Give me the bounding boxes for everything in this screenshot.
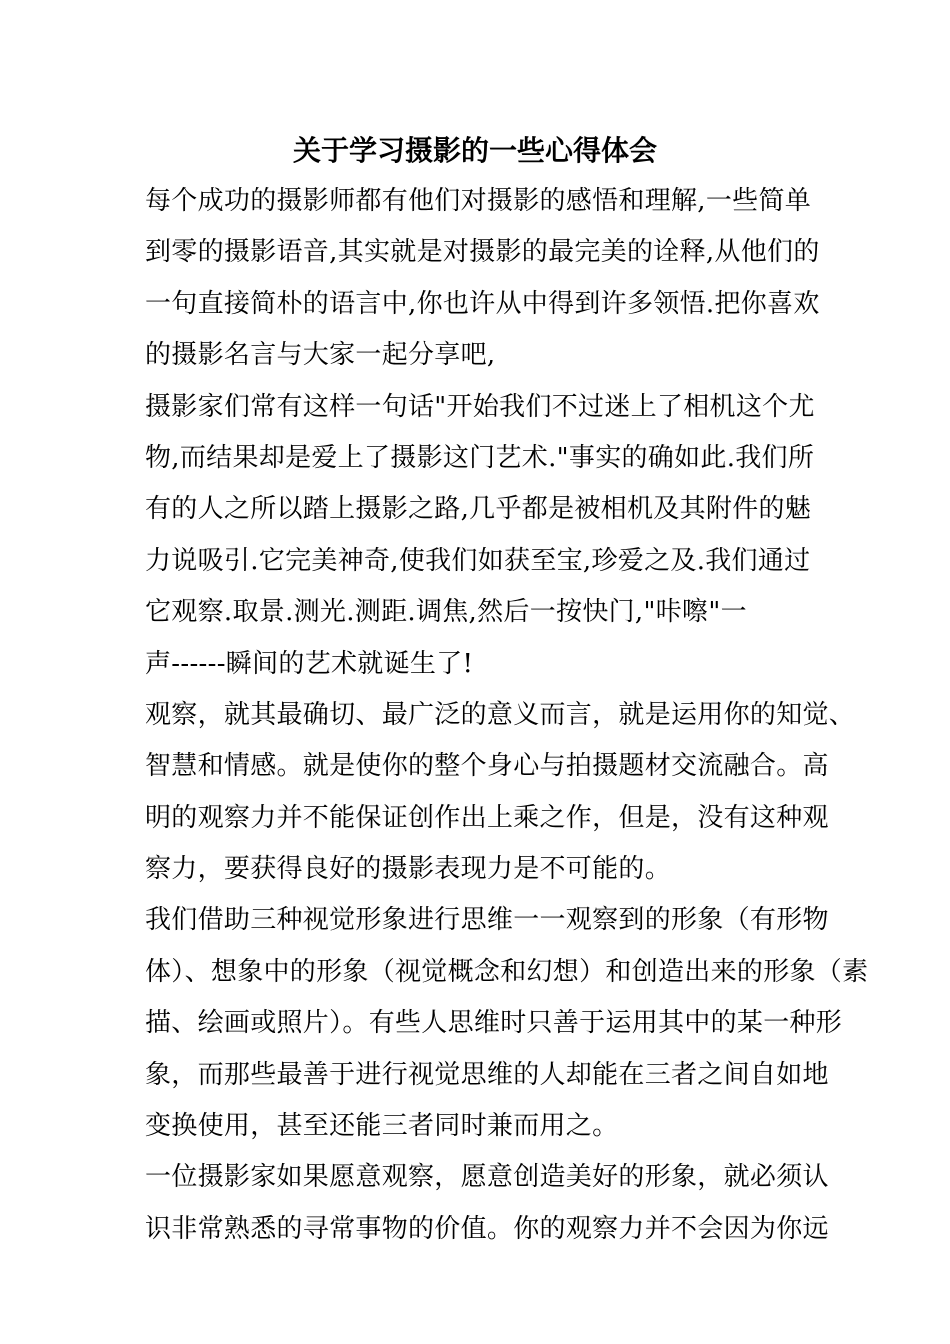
text-line: 察力，要获得良好的摄影表现力是不可能的。 xyxy=(145,854,672,885)
text-line: 象，而那些最善于进行视觉思维的人却能在三者之间自如地 xyxy=(145,1059,829,1090)
text-line: 描、绘画或照片）。有些人思维时只善于运用其中的某一种形 xyxy=(145,1008,843,1039)
text-line: 一句直接简朴的语言中,你也许从中得到许多领悟.把你喜欢 xyxy=(145,288,820,319)
text-line: 每个成功的摄影师都有他们对摄影的感悟和理解,一些简单 xyxy=(145,186,812,216)
text-line: 识非常熟悉的寻常事物的价值。你的观察力并不会因为你远 xyxy=(145,1213,829,1244)
document-title: 关于学习摄影的一些心得体会 xyxy=(292,134,657,167)
text-line: 我们借助三种视觉形象进行思维一一观察到的形象（有形物 xyxy=(145,905,829,936)
text-line: 它观察.取景.测光.测距.调焦,然后一按快门,"咔嚓"一 xyxy=(145,597,747,628)
text-line: 到零的摄影语音,其实就是对摄影的最完美的诠释,从他们的 xyxy=(145,237,820,268)
text-line: 一位摄影家如果愿意观察，愿意创造美好的形象，就必须认 xyxy=(145,1162,829,1193)
text-line: 声------瞬间的艺术就诞生了! xyxy=(145,648,474,679)
text-line: 力说吸引.它完美神奇,使我们如获至宝,珍爱之及.我们通过 xyxy=(145,545,811,576)
text-line: 变换使用，甚至还能三者同时兼而用之。 xyxy=(145,1111,619,1142)
text-line: 明的观察力并不能保证创作出上乘之作，但是，没有这种观 xyxy=(145,802,829,833)
text-line: 智慧和情感。就是使你的整个身心与拍摄题材交流融合。高 xyxy=(145,751,829,782)
text-line: 摄影家们常有这样一句话"开始我们不过迷上了相机这个尤 xyxy=(145,391,815,422)
text-line: 的摄影名言与大家一起分享吧, xyxy=(145,340,496,371)
text-line: 观察，就其最确切、最广泛的意义而言，就是运用你的知觉、 xyxy=(145,699,856,730)
text-line: 物,而结果却是爱上了摄影这门艺术."事实的确如此.我们所 xyxy=(145,442,815,473)
document-body xyxy=(145,176,869,1255)
text-line: 有的人之所以踏上摄影之路,几乎都是被相机及其附件的魅 xyxy=(145,494,812,525)
text-line: 体）、想象中的形象（视觉概念和幻想）和创造出来的形象（素 xyxy=(145,956,869,987)
